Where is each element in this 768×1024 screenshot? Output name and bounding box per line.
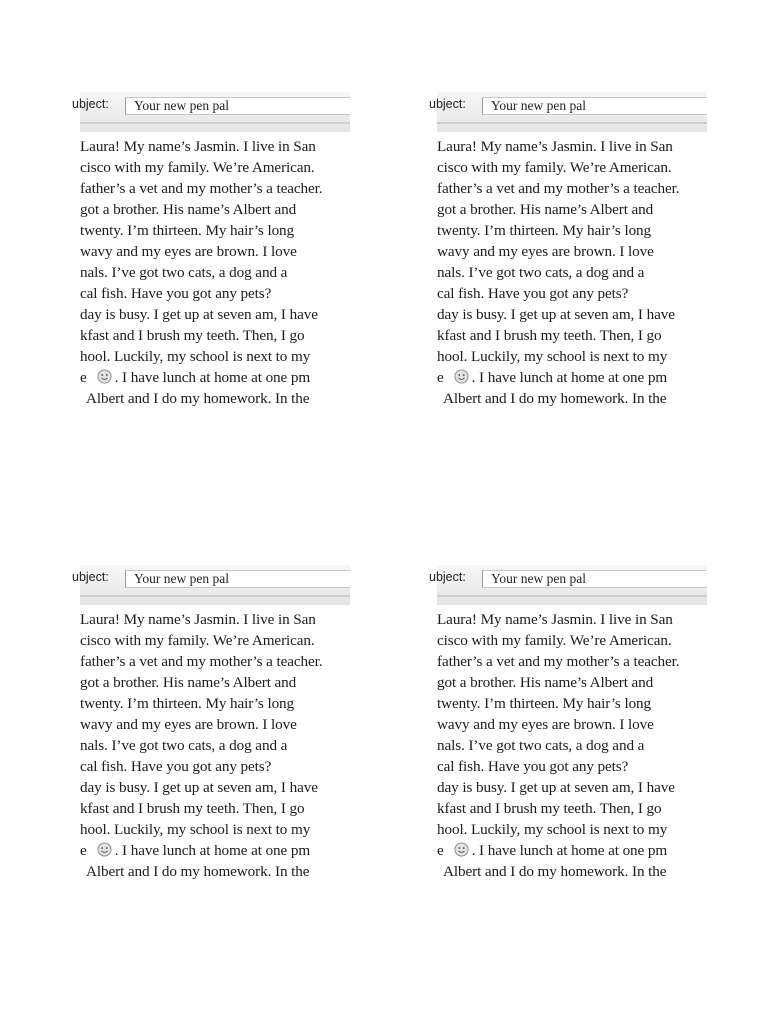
subject-label: ubject: xyxy=(429,570,466,584)
body-line: twenty. I’m thirteen. My hair’s long xyxy=(437,695,652,712)
body-line: father’s a vet and my mother’s a teacher. xyxy=(80,653,323,670)
body-line: Albert and I do my homework. In the xyxy=(443,863,667,880)
body-line: hool. Luckily, my school is next to my xyxy=(80,821,311,838)
body-line: hool. Luckily, my school is next to my xyxy=(437,821,668,838)
line-end: . I have lunch at home at one pm xyxy=(471,369,668,386)
body-line: Albert and I do my homework. In the xyxy=(443,390,667,407)
subject-field[interactable]: Your new pen pal xyxy=(482,97,707,115)
body-line: cal fish. Have you got any pets? xyxy=(80,758,272,775)
body-line: father’s a vet and my mother’s a teacher. xyxy=(80,180,323,197)
subject-field[interactable]: Your new pen pal xyxy=(482,570,707,588)
subject-bar xyxy=(72,565,350,605)
smiley-face-icon xyxy=(454,842,469,857)
body-line: nals. I’ve got two cats, a dog and a xyxy=(80,264,288,281)
body-line: Laura! My name’s Jasmin. I live in San xyxy=(437,611,673,628)
email-excerpt-card xyxy=(72,565,370,885)
body-line: got a brother. His name’s Albert and xyxy=(80,674,297,691)
body-line: cisco with my family. We’re American. xyxy=(437,159,672,176)
body-line xyxy=(80,841,310,861)
body-line: got a brother. His name’s Albert and xyxy=(437,201,654,218)
body-line: day is busy. I get up at seven am, I have xyxy=(437,779,675,796)
body-line: cisco with my family. We’re American. xyxy=(80,159,315,176)
body-line: kfast and I brush my teeth. Then, I go xyxy=(80,800,305,817)
line-start: e xyxy=(80,369,87,386)
body-line: twenty. I’m thirteen. My hair’s long xyxy=(80,222,295,239)
line-end: . I have lunch at home at one pm xyxy=(114,369,311,386)
body-line xyxy=(437,841,667,861)
body-line: Laura! My name’s Jasmin. I live in San xyxy=(80,138,316,155)
body-line: father’s a vet and my mother’s a teacher. xyxy=(437,653,680,670)
subject-label: ubject: xyxy=(429,97,466,111)
body-line: nals. I’ve got two cats, a dog and a xyxy=(80,737,288,754)
subject-bar xyxy=(72,92,350,132)
body-line: wavy and my eyes are brown. I love xyxy=(80,716,297,733)
smiley-face-icon xyxy=(454,369,469,384)
body-line: cal fish. Have you got any pets? xyxy=(437,285,629,302)
body-line xyxy=(437,368,667,388)
body-line: Albert and I do my homework. In the xyxy=(86,863,310,880)
body-line xyxy=(80,368,310,388)
email-excerpt-card xyxy=(429,92,727,412)
body-line: hool. Luckily, my school is next to my xyxy=(80,348,311,365)
body-line: Laura! My name’s Jasmin. I live in San xyxy=(80,611,316,628)
line-start: e xyxy=(80,842,87,859)
body-line: cal fish. Have you got any pets? xyxy=(80,285,272,302)
body-line: got a brother. His name’s Albert and xyxy=(437,674,654,691)
subject-label: ubject: xyxy=(72,570,109,584)
subject-field[interactable]: Your new pen pal xyxy=(125,97,350,115)
body-line: cisco with my family. We’re American. xyxy=(80,632,315,649)
body-line: wavy and my eyes are brown. I love xyxy=(437,243,654,260)
body-line: day is busy. I get up at seven am, I have xyxy=(437,306,675,323)
subject-bar xyxy=(429,92,707,132)
line-start: e xyxy=(437,842,444,859)
subject-field[interactable]: Your new pen pal xyxy=(125,570,350,588)
subject-label: ubject: xyxy=(72,97,109,111)
smiley-face-icon xyxy=(97,842,112,857)
body-line: nals. I’ve got two cats, a dog and a xyxy=(437,264,645,281)
body-line: hool. Luckily, my school is next to my xyxy=(437,348,668,365)
body-line: Laura! My name’s Jasmin. I live in San xyxy=(437,138,673,155)
body-line: cisco with my family. We’re American. xyxy=(437,632,672,649)
body-line: Albert and I do my homework. In the xyxy=(86,390,310,407)
body-line: wavy and my eyes are brown. I love xyxy=(80,243,297,260)
subject-bar xyxy=(429,565,707,605)
body-line: day is busy. I get up at seven am, I have xyxy=(80,306,318,323)
body-line: nals. I’ve got two cats, a dog and a xyxy=(437,737,645,754)
body-line: wavy and my eyes are brown. I love xyxy=(437,716,654,733)
body-line: father’s a vet and my mother’s a teacher. xyxy=(437,180,680,197)
smiley-face-icon xyxy=(97,369,112,384)
body-line: got a brother. His name’s Albert and xyxy=(80,201,297,218)
line-end: . I have lunch at home at one pm xyxy=(114,842,311,859)
body-line: twenty. I’m thirteen. My hair’s long xyxy=(437,222,652,239)
divider xyxy=(437,122,707,124)
divider xyxy=(437,595,707,597)
body-line: twenty. I’m thirteen. My hair’s long xyxy=(80,695,295,712)
email-excerpt-card xyxy=(72,92,370,412)
body-line: day is busy. I get up at seven am, I have xyxy=(80,779,318,796)
line-end: . I have lunch at home at one pm xyxy=(471,842,668,859)
body-line: kfast and I brush my teeth. Then, I go xyxy=(80,327,305,344)
email-excerpt-card xyxy=(429,565,727,885)
line-start: e xyxy=(437,369,444,386)
body-line: cal fish. Have you got any pets? xyxy=(437,758,629,775)
divider xyxy=(80,595,350,597)
body-line: kfast and I brush my teeth. Then, I go xyxy=(437,800,662,817)
divider xyxy=(80,122,350,124)
body-line: kfast and I brush my teeth. Then, I go xyxy=(437,327,662,344)
